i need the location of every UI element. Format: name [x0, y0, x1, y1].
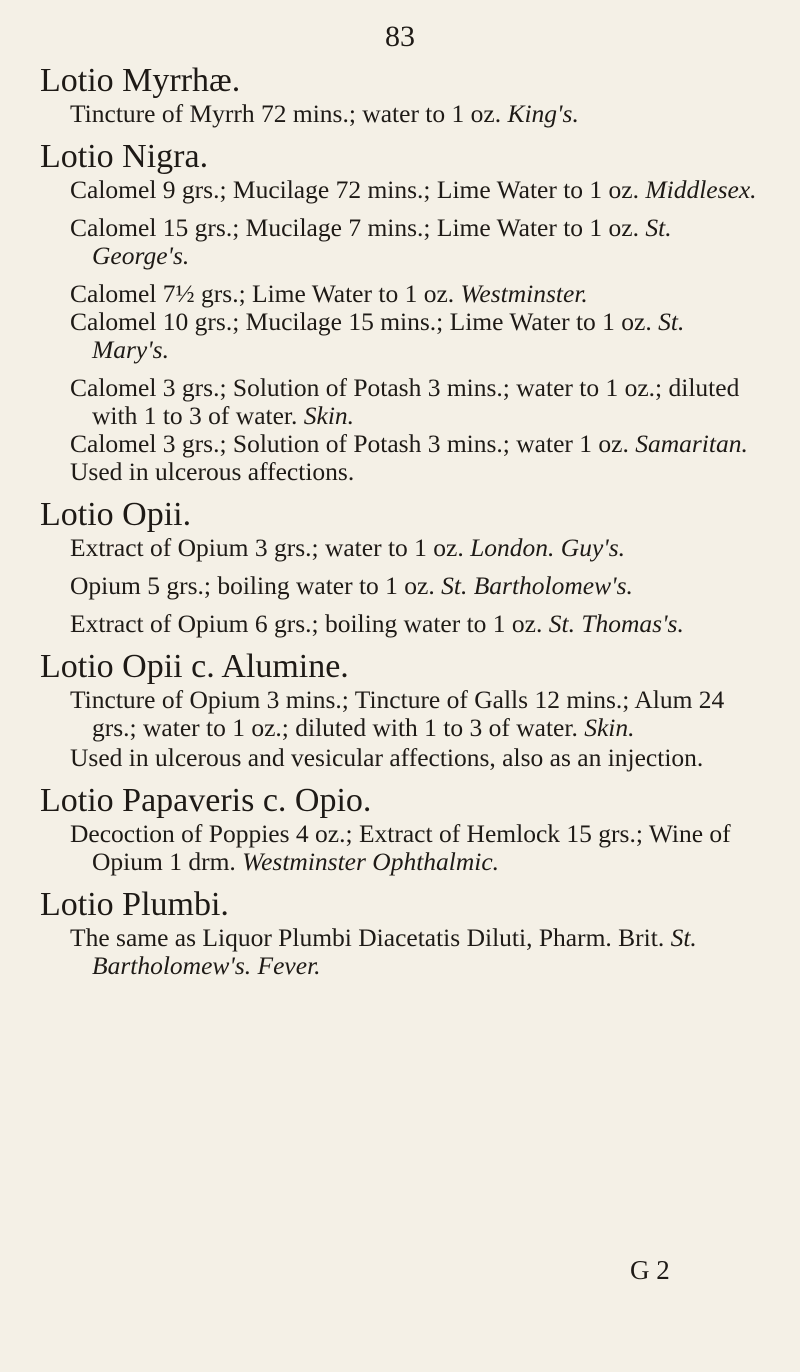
recipe-source: St. Mary's. — [92, 307, 685, 364]
recipe-entry — [40, 100, 760, 128]
recipe-entry — [40, 610, 760, 638]
recipe-text: Calomel 3 grs.; Solution of Potash 3 mins.; water to 1 oz.; diluted with 1 to 3 of water. — [70, 373, 740, 430]
recipe-source: Samaritan. — [635, 429, 748, 458]
recipe-text: Extract of Opium 6 grs.; boiling water to 1 oz. — [70, 609, 549, 638]
section-heading: Lotio Plumbi. — [40, 886, 229, 923]
section-lotio-myrrhae — [40, 62, 760, 128]
recipe-text: Calomel 3 grs.; Solution of Potash 3 mins.; water 1 oz. — [70, 429, 636, 458]
recipe-text: Calomel 7½ grs.; Lime Water to 1 oz. — [70, 279, 461, 308]
recipe-text: Used in ulcerous and vesicular affections, also as an injection. — [70, 743, 704, 772]
recipe-text: Decoction of Poppies 4 oz.; Extract of Hemlock 15 grs.; Wine of Opium 1 drm. — [70, 819, 731, 876]
section-heading: Lotio Papaveris c. Opio. — [40, 782, 372, 819]
recipe-text: Used in ulcerous affections. — [70, 457, 355, 486]
recipe-text: Opium 5 grs.; boiling water to 1 oz. — [70, 571, 442, 600]
recipe-source: St. Thomas's. — [548, 609, 684, 638]
recipe-entry — [40, 686, 760, 742]
section-lotio-plumbi — [40, 886, 760, 980]
section-lotio-papaveris — [40, 782, 760, 876]
recipe-source: Skin. — [303, 401, 355, 430]
recipe-source: Middlesex. — [645, 175, 757, 204]
section-lotio-opii-c-alumine — [40, 648, 760, 772]
recipe-entry — [40, 176, 760, 204]
usage-note — [40, 744, 760, 772]
recipe-text: Calomel 9 grs.; Mucilage 72 mins.; Lime Water to 1 oz. — [70, 175, 646, 204]
usage-note — [40, 458, 760, 486]
recipe-entry — [40, 924, 760, 980]
recipe-text: Calomel 10 grs.; Mucilage 15 mins.; Lime Water to 1 oz. — [70, 307, 659, 336]
recipe-text: Tincture of Opium 3 mins.; Tincture of Galls 12 mins.; Alum 24 grs.; water to 1 oz.; diluted with 1 to 3 of water. — [70, 685, 725, 742]
recipe-text: The same as Liquor Plumbi Diacetatis Diluti, Pharm. Brit. — [70, 923, 671, 952]
page-number: 83 — [385, 20, 415, 53]
section-heading: Lotio Myrrhæ. — [40, 62, 241, 99]
recipe-source: Skin. — [584, 713, 635, 742]
recipe-source: Westminster Ophthalmic. — [242, 847, 500, 876]
page-content — [40, 50, 760, 990]
recipe-entry — [40, 214, 760, 270]
recipe-source: Westminster. — [460, 279, 588, 308]
recipe-text: Calomel 15 grs.; Mucilage 7 mins.; Lime Water to 1 oz. — [70, 213, 646, 242]
section-heading: Lotio Opii c. Alumine. — [40, 648, 349, 685]
recipe-entry — [40, 280, 760, 308]
recipe-source: King's. — [507, 99, 579, 128]
recipe-source: London. Guy's. — [470, 533, 626, 562]
recipe-source: St. Bartholomew's. — [441, 571, 633, 600]
recipe-entry — [40, 430, 760, 458]
recipe-entry — [40, 308, 760, 364]
section-heading: Lotio Nigra. — [40, 138, 209, 175]
recipe-text: Tincture of Myrrh 72 mins.; water to 1 oz. — [70, 99, 508, 128]
recipe-entry — [40, 374, 760, 430]
section-heading: Lotio Opii. — [40, 496, 192, 533]
section-lotio-opii — [40, 496, 760, 638]
recipe-entry — [40, 572, 760, 600]
recipe-entry — [40, 534, 760, 562]
recipe-text: Extract of Opium 3 grs.; water to 1 oz. — [70, 533, 471, 562]
recipe-source: St. George's. — [92, 213, 672, 270]
recipe-entry — [40, 820, 760, 876]
section-lotio-nigra — [40, 138, 760, 486]
recipe-source: St. Bartholomew's. Fever. — [92, 923, 697, 980]
signature-mark: G 2 — [630, 1255, 670, 1285]
